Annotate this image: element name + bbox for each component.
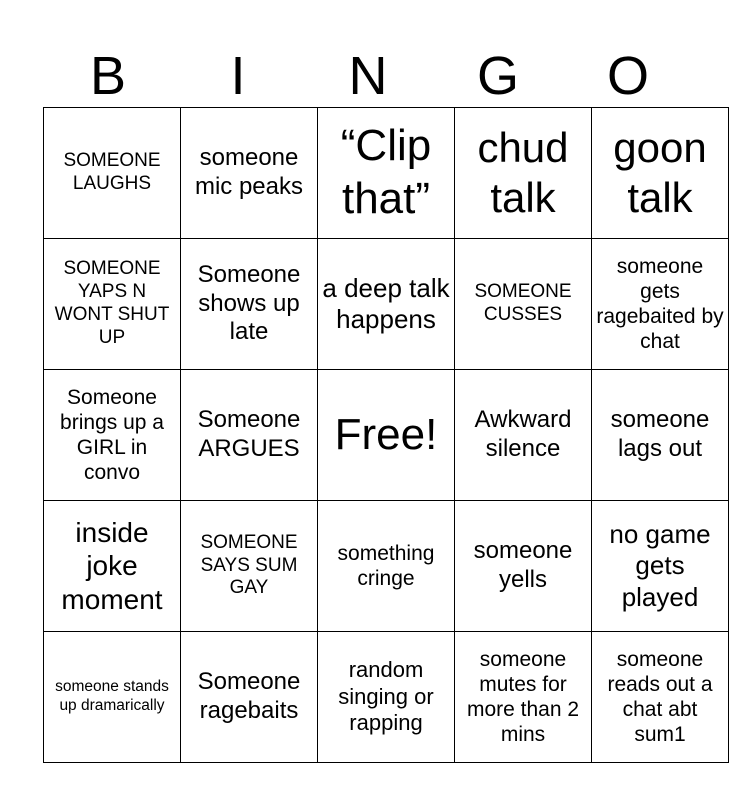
board-row [44, 632, 729, 763]
free-space[interactable]: Free! [318, 370, 455, 501]
bingo-cell[interactable]: SOMEONE SAYS SUM GAY [181, 501, 318, 632]
bingo-cell[interactable]: no game gets played [592, 501, 729, 632]
bingo-cell[interactable]: a deep talk happens [318, 239, 455, 370]
bingo-cell[interactable]: Awkward silence [455, 370, 592, 501]
bingo-cell[interactable]: someone reads out a chat abt sum1 [592, 632, 729, 763]
bingo-cell[interactable]: someone mic peaks [181, 108, 318, 239]
bingo-cell[interactable]: Someone shows up late [181, 239, 318, 370]
bingo-cell[interactable]: random singing or rapping [318, 632, 455, 763]
board-row [44, 239, 729, 370]
bingo-cell[interactable]: Someone ragebaits [181, 632, 318, 763]
bingo-cell[interactable]: SOMEONE LAUGHS [44, 108, 181, 239]
header-letter-i: I [230, 46, 246, 106]
bingo-header [43, 44, 693, 108]
bingo-board [43, 107, 729, 763]
header-letter-n: N [348, 46, 388, 106]
bingo-cell[interactable]: “Clip that” [318, 108, 455, 239]
bingo-cell[interactable]: someone lags out [592, 370, 729, 501]
bingo-cell[interactable]: someone stands up dramarically [44, 632, 181, 763]
bingo-cell[interactable]: inside joke moment [44, 501, 181, 632]
bingo-cell[interactable]: goon talk [592, 108, 729, 239]
board-row [44, 501, 729, 632]
bingo-cell[interactable]: someone yells [455, 501, 592, 632]
board-row [44, 370, 729, 501]
bingo-cell[interactable]: someone mutes for more than 2 mins [455, 632, 592, 763]
bingo-cell[interactable]: SOMEONE CUSSES [455, 239, 592, 370]
bingo-cell[interactable]: something cringe [318, 501, 455, 632]
bingo-cell[interactable]: someone gets ragebaited by chat [592, 239, 729, 370]
bingo-cell[interactable]: Someone ARGUES [181, 370, 318, 501]
header-letter-o: O [606, 46, 649, 106]
bingo-cell[interactable]: chud talk [455, 108, 592, 239]
bingo-cell[interactable]: Someone brings up a GIRL in convo [44, 370, 181, 501]
board-row [44, 108, 729, 239]
header-letter-b: B [89, 46, 127, 106]
header-letter-g: G [476, 46, 519, 106]
bingo-cell[interactable]: SOMEONE YAPS N WONT SHUT UP [44, 239, 181, 370]
